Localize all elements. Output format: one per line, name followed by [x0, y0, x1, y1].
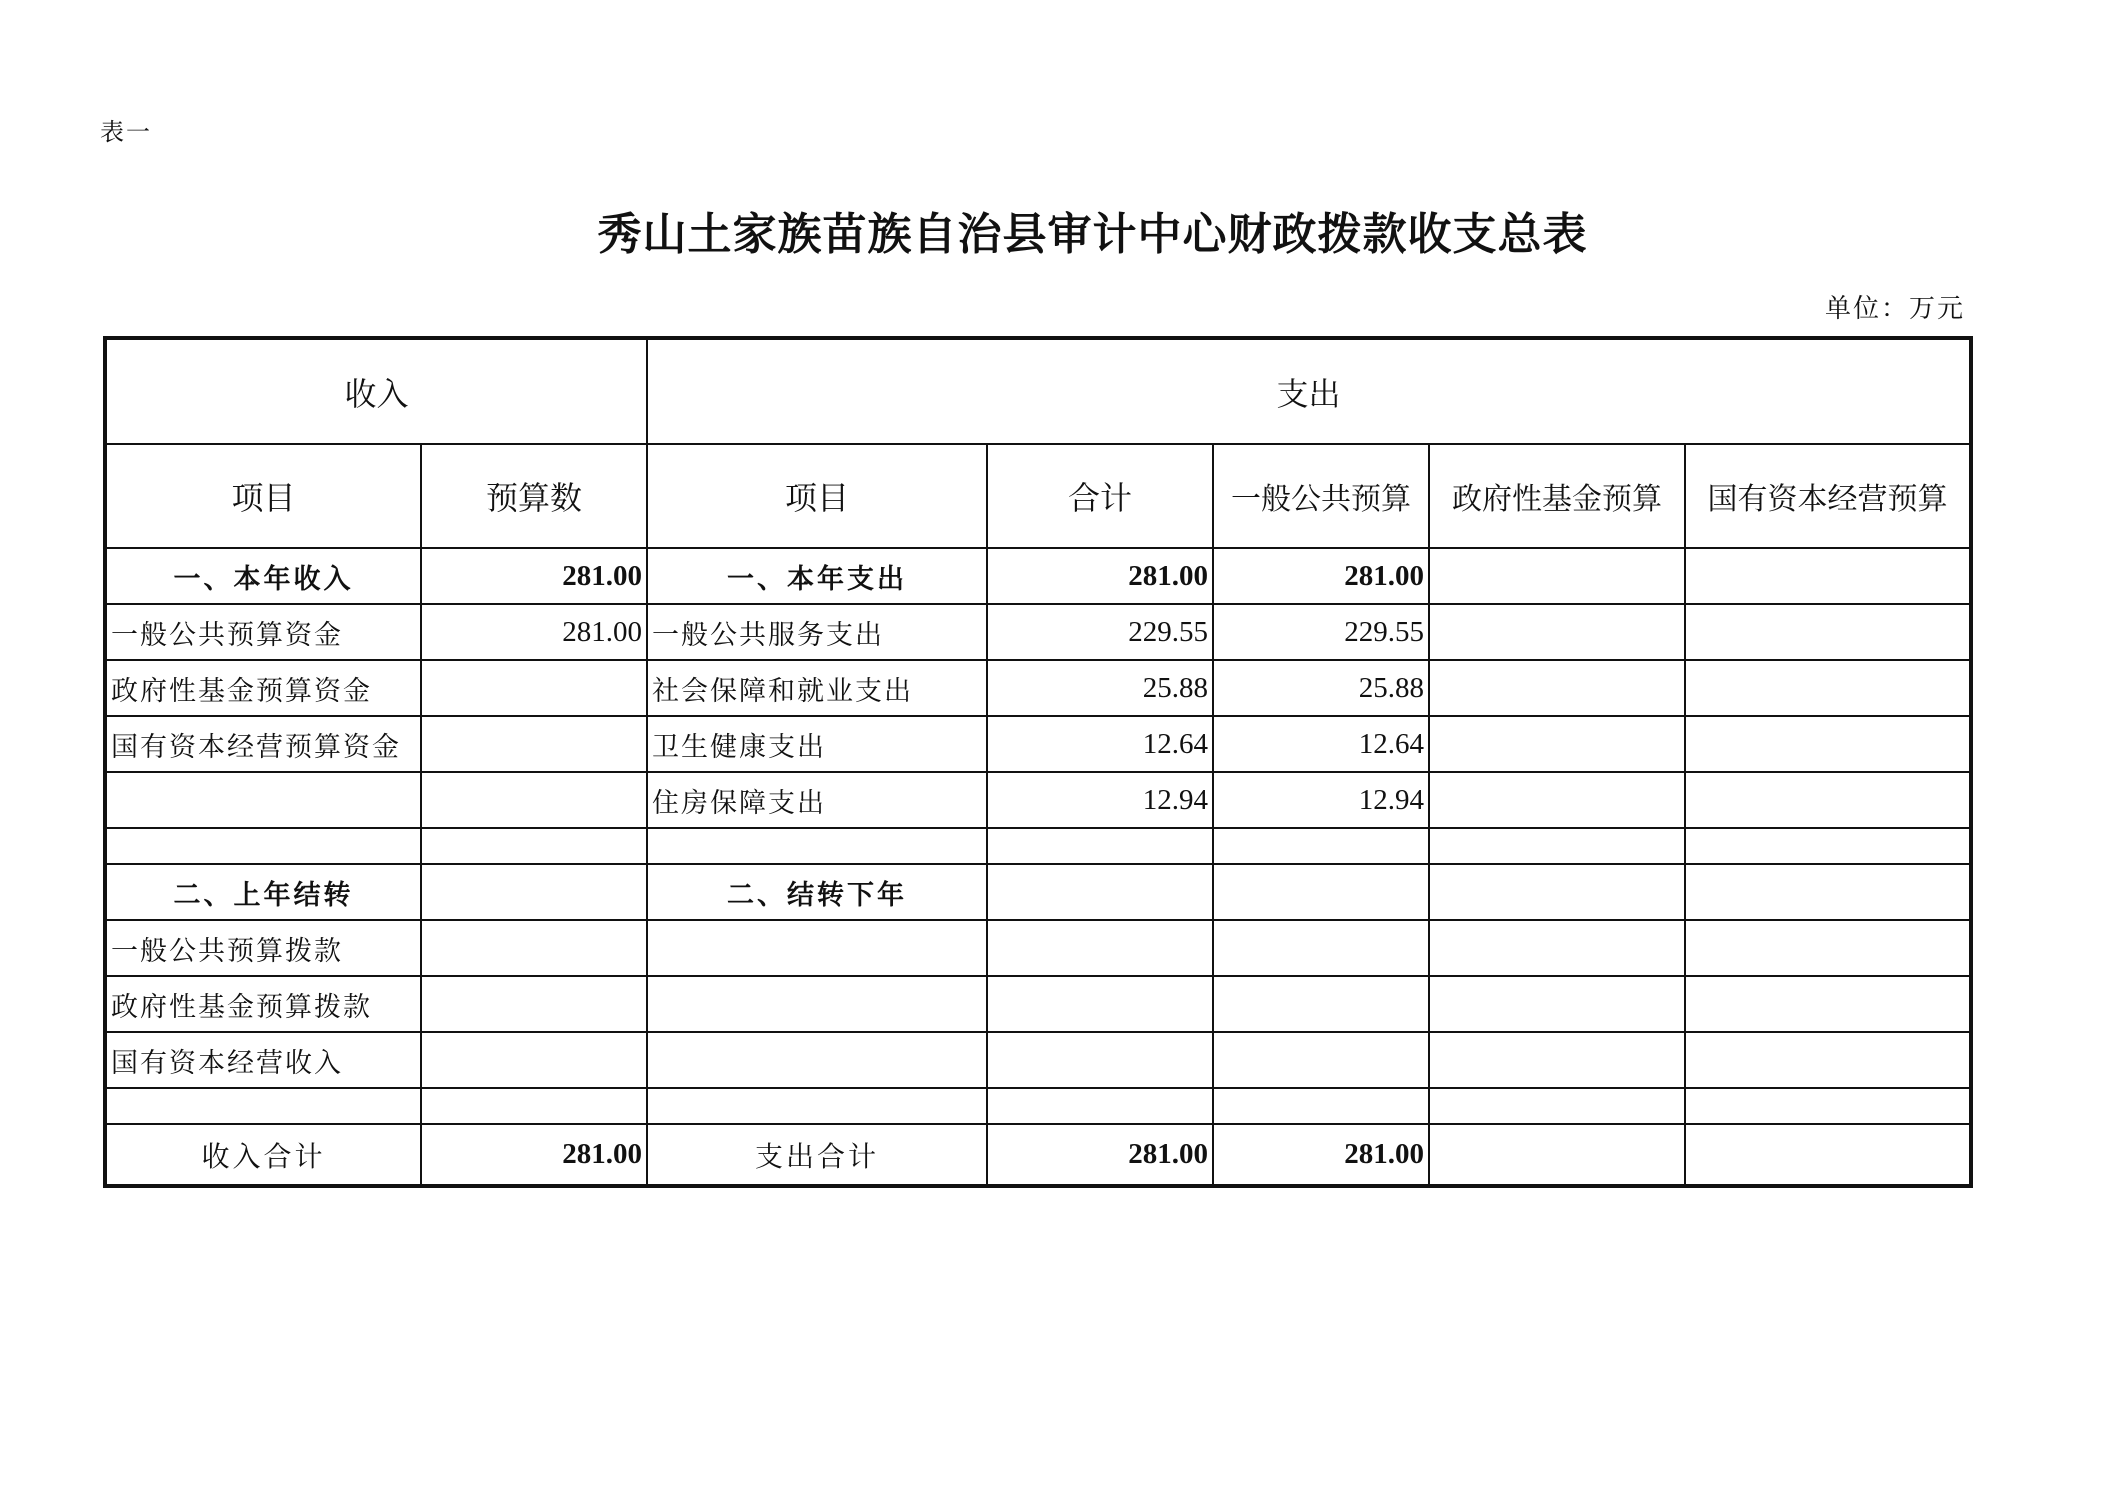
- state-capital-cell: [1685, 716, 1971, 772]
- table-row: [105, 1032, 1971, 1088]
- income-section-header: 收入: [105, 338, 647, 444]
- table-row: [105, 864, 1971, 920]
- table-row: [105, 976, 1971, 1032]
- gov-fund-total: [1429, 1124, 1685, 1186]
- income-amount-cell: [421, 1032, 647, 1088]
- table-row: [105, 828, 1971, 864]
- state-capital-cell: [1685, 604, 1971, 660]
- total-cell: 229.55: [987, 604, 1213, 660]
- income-amount-cell: [421, 772, 647, 828]
- state-capital-cell: [1685, 828, 1971, 864]
- expense-item-cell: [647, 920, 987, 976]
- income-total-amount: 281.00: [421, 1124, 647, 1186]
- general-public-total: 281.00: [1213, 1124, 1429, 1186]
- income-item-cell: [105, 1088, 421, 1124]
- total-cell: [987, 1032, 1213, 1088]
- gov-fund-cell: [1429, 660, 1685, 716]
- state-capital-cell: [1685, 1088, 1971, 1124]
- gov-fund-cell: [1429, 864, 1685, 920]
- total-cell: 25.88: [987, 660, 1213, 716]
- gov-fund-cell: [1429, 716, 1685, 772]
- state-capital-cell: [1685, 976, 1971, 1032]
- expense-total-label: 支出合计: [647, 1124, 987, 1186]
- gov-fund-cell: [1429, 828, 1685, 864]
- total-cell: 281.00: [987, 548, 1213, 604]
- state-capital-cell: [1685, 660, 1971, 716]
- general-public-cell: [1213, 976, 1429, 1032]
- table-row: [105, 772, 1971, 828]
- income-amount-cell: 281.00: [421, 604, 647, 660]
- general-public-cell: [1213, 1032, 1429, 1088]
- expense-section-header: 支出: [647, 338, 1971, 444]
- income-amount-cell: [421, 1088, 647, 1124]
- total-cell: [987, 828, 1213, 864]
- unit-label: 单位：万元: [1824, 294, 1965, 324]
- expense-item-cell: [647, 828, 987, 864]
- state-capital-cell: [1685, 920, 1971, 976]
- income-item-cell: 二、上年结转: [105, 864, 421, 920]
- gov-fund-cell: [1429, 548, 1685, 604]
- income-item-cell: 国有资本经营收入: [105, 1032, 421, 1088]
- income-item-cell: 政府性基金预算资金: [105, 660, 421, 716]
- income-item-cell: 一般公共预算资金: [105, 604, 421, 660]
- expense-item-cell: 二、结转下年: [647, 864, 987, 920]
- general-public-cell: [1213, 864, 1429, 920]
- income-amount-cell: [421, 828, 647, 864]
- expense-item-cell: 一、本年支出: [647, 548, 987, 604]
- totals-row: [105, 1124, 1971, 1186]
- expense-item-cell: [647, 976, 987, 1032]
- state-capital-cell: [1685, 772, 1971, 828]
- gov-fund-cell: [1429, 920, 1685, 976]
- table-row: [105, 920, 1971, 976]
- gov-fund-cell: [1429, 1032, 1685, 1088]
- general-public-cell: 25.88: [1213, 660, 1429, 716]
- general-public-cell: [1213, 1088, 1429, 1124]
- general-public-cell: [1213, 920, 1429, 976]
- income-total-label: 收入合计: [105, 1124, 421, 1186]
- expense-item-cell: 社会保障和就业支出: [647, 660, 987, 716]
- total-cell: [987, 1088, 1213, 1124]
- table-row: [105, 1088, 1971, 1124]
- income-item-cell: 一般公共预算拨款: [105, 920, 421, 976]
- gov-fund-header: 政府性基金预算: [1429, 444, 1685, 548]
- income-amount-cell: [421, 716, 647, 772]
- table-row: [105, 660, 1971, 716]
- table-row: [105, 548, 1971, 604]
- income-amount-cell: 281.00: [421, 548, 647, 604]
- expense-item-cell: 卫生健康支出: [647, 716, 987, 772]
- general-public-cell: 281.00: [1213, 548, 1429, 604]
- gov-fund-cell: [1429, 772, 1685, 828]
- expense-item-cell: [647, 1032, 987, 1088]
- total-cell: [987, 920, 1213, 976]
- general-public-cell: 229.55: [1213, 604, 1429, 660]
- income-item-cell: [105, 828, 421, 864]
- income-item-cell: 政府性基金预算拨款: [105, 976, 421, 1032]
- state-capital-total: [1685, 1124, 1971, 1186]
- section-header-row: [105, 338, 1971, 444]
- income-item-cell: 一、本年收入: [105, 548, 421, 604]
- income-item-cell: [105, 772, 421, 828]
- total-cell: [987, 976, 1213, 1032]
- gov-fund-cell: [1429, 1088, 1685, 1124]
- total-cell: [987, 864, 1213, 920]
- fiscal-budget-table: [103, 336, 1973, 1188]
- income-budget-header: 预算数: [421, 444, 647, 548]
- gov-fund-cell: [1429, 604, 1685, 660]
- total-cell: 12.64: [987, 716, 1213, 772]
- expense-item-cell: [647, 1088, 987, 1124]
- income-item-cell: 国有资本经营预算资金: [105, 716, 421, 772]
- income-amount-cell: [421, 920, 647, 976]
- state-capital-cell: [1685, 1032, 1971, 1088]
- income-amount-cell: [421, 864, 647, 920]
- column-header-row: [105, 444, 1971, 548]
- state-capital-cell: [1685, 864, 1971, 920]
- total-cell: 12.94: [987, 772, 1213, 828]
- expense-item-header: 项目: [647, 444, 987, 548]
- page-label: 表一: [100, 118, 152, 146]
- table-row: [105, 604, 1971, 660]
- state-capital-cell: [1685, 548, 1971, 604]
- total-header: 合计: [987, 444, 1213, 548]
- expense-item-cell: 住房保障支出: [647, 772, 987, 828]
- general-public-cell: 12.94: [1213, 772, 1429, 828]
- expense-total-amount: 281.00: [987, 1124, 1213, 1186]
- gov-fund-cell: [1429, 976, 1685, 1032]
- general-public-cell: [1213, 828, 1429, 864]
- expense-item-cell: 一般公共服务支出: [647, 604, 987, 660]
- state-capital-header: 国有资本经营预算: [1685, 444, 1971, 548]
- general-public-header: 一般公共预算: [1213, 444, 1429, 548]
- table-row: [105, 716, 1971, 772]
- general-public-cell: 12.64: [1213, 716, 1429, 772]
- income-amount-cell: [421, 660, 647, 716]
- income-amount-cell: [421, 976, 647, 1032]
- document-title: 秀山土家族苗族自治县审计中心财政拨款收支总表: [597, 209, 1588, 260]
- income-item-header: 项目: [105, 444, 421, 548]
